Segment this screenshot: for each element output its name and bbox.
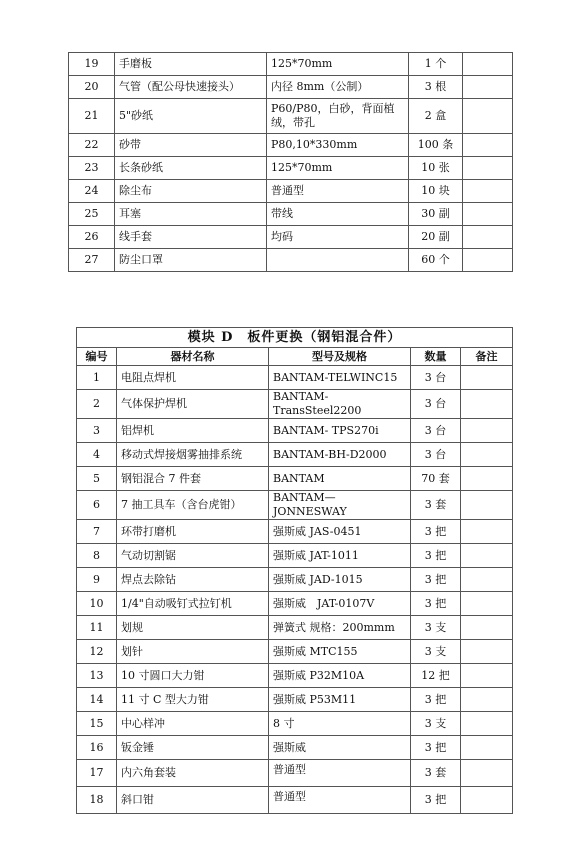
row-spec: 强斯威 MTC155 xyxy=(269,640,411,664)
table-row xyxy=(69,203,513,226)
table-row xyxy=(77,592,513,616)
row-number: 13 xyxy=(77,664,117,688)
row-name: 斜口钳 xyxy=(117,787,269,814)
row-name: 10 寸圆口大力钳 xyxy=(117,664,269,688)
row-quantity: 2 盒 xyxy=(409,99,463,134)
row-note xyxy=(461,592,513,616)
row-note xyxy=(461,520,513,544)
row-note xyxy=(463,157,513,180)
row-note xyxy=(463,180,513,203)
row-note xyxy=(463,76,513,99)
row-note xyxy=(463,203,513,226)
row-name: 钢铝混合 7 件套 xyxy=(117,467,269,491)
row-number: 8 xyxy=(77,544,117,568)
row-note xyxy=(461,616,513,640)
table-row xyxy=(77,616,513,640)
row-name: 划针 xyxy=(117,640,269,664)
row-number: 26 xyxy=(69,226,115,249)
row-note xyxy=(463,99,513,134)
row-name: 钣金锤 xyxy=(117,736,269,760)
row-number: 5 xyxy=(77,467,117,491)
table-row xyxy=(69,180,513,203)
row-quantity: 10 张 xyxy=(409,157,463,180)
row-name: 线手套 xyxy=(115,226,267,249)
row-spec: 均码 xyxy=(267,226,409,249)
module-d-table xyxy=(76,327,513,814)
row-note xyxy=(463,53,513,76)
row-quantity: 12 把 xyxy=(411,664,461,688)
row-quantity: 3 把 xyxy=(411,568,461,592)
row-quantity: 3 把 xyxy=(411,544,461,568)
row-name: 划规 xyxy=(117,616,269,640)
table-row xyxy=(77,688,513,712)
row-note xyxy=(461,640,513,664)
row-quantity: 3 把 xyxy=(411,520,461,544)
row-quantity: 3 把 xyxy=(411,688,461,712)
row-number: 3 xyxy=(77,419,117,443)
table-row xyxy=(77,568,513,592)
row-quantity: 3 支 xyxy=(411,712,461,736)
row-note xyxy=(461,443,513,467)
row-name: 手磨板 xyxy=(115,53,267,76)
table-row xyxy=(77,443,513,467)
table-row xyxy=(77,787,513,814)
row-quantity: 100 条 xyxy=(409,134,463,157)
row-note xyxy=(461,712,513,736)
row-quantity: 3 把 xyxy=(411,787,461,814)
row-number: 11 xyxy=(77,616,117,640)
row-quantity: 3 套 xyxy=(411,491,461,520)
table-row xyxy=(77,467,513,491)
row-quantity: 3 支 xyxy=(411,640,461,664)
row-name: 内六角套装 xyxy=(117,760,269,787)
row-note xyxy=(461,760,513,787)
row-quantity: 3 根 xyxy=(409,76,463,99)
row-number: 23 xyxy=(69,157,115,180)
row-spec: 内径 8mm（公制） xyxy=(267,76,409,99)
row-spec: 强斯威 P32M10A xyxy=(269,664,411,688)
row-spec: 强斯威 JAS-0451 xyxy=(269,520,411,544)
row-note xyxy=(461,491,513,520)
table-row xyxy=(77,664,513,688)
header-quantity: 数量 xyxy=(411,348,461,366)
row-name: 除尘布 xyxy=(115,180,267,203)
table-row xyxy=(77,544,513,568)
row-note xyxy=(461,419,513,443)
equipment-table-continued xyxy=(68,52,513,272)
header-name: 器材名称 xyxy=(117,348,269,366)
row-name: 气体保护焊机 xyxy=(117,390,269,419)
row-note xyxy=(463,249,513,272)
row-spec: BANTAM-TransSteel2200 xyxy=(269,390,411,419)
row-name: 5"砂纸 xyxy=(115,99,267,134)
header-number: 编号 xyxy=(77,348,117,366)
table-row xyxy=(69,99,513,134)
table-row xyxy=(69,76,513,99)
row-spec: 普通型 xyxy=(269,787,411,814)
row-spec: P80,10*330mm xyxy=(267,134,409,157)
row-spec: 强斯威 xyxy=(269,736,411,760)
row-note xyxy=(461,568,513,592)
row-spec: 强斯威 P53M11 xyxy=(269,688,411,712)
table-row xyxy=(77,390,513,419)
table-title-row xyxy=(77,328,513,348)
row-note xyxy=(463,134,513,157)
row-spec: BANTAM-TELWINC15 xyxy=(269,366,411,390)
row-number: 20 xyxy=(69,76,115,99)
table-row xyxy=(69,53,513,76)
row-name: 中心样冲 xyxy=(117,712,269,736)
row-quantity: 3 把 xyxy=(411,592,461,616)
row-number: 25 xyxy=(69,203,115,226)
row-number: 12 xyxy=(77,640,117,664)
row-name: 环带打磨机 xyxy=(117,520,269,544)
table-row xyxy=(69,134,513,157)
table-row xyxy=(77,419,513,443)
row-note xyxy=(461,736,513,760)
header-note: 备注 xyxy=(461,348,513,366)
row-quantity: 20 副 xyxy=(409,226,463,249)
row-spec: 125*70mm xyxy=(267,157,409,180)
header-spec: 型号及规格 xyxy=(269,348,411,366)
row-spec: 125*70mm xyxy=(267,53,409,76)
row-name: 铝焊机 xyxy=(117,419,269,443)
table-row xyxy=(77,640,513,664)
row-name: 7 抽工具车（含台虎钳） xyxy=(117,491,269,520)
row-name: 耳塞 xyxy=(115,203,267,226)
row-spec: 带线 xyxy=(267,203,409,226)
row-number: 1 xyxy=(77,366,117,390)
row-spec: BANTAM xyxy=(269,467,411,491)
row-quantity: 60 个 xyxy=(409,249,463,272)
row-name: 防尘口罩 xyxy=(115,249,267,272)
row-spec xyxy=(267,249,409,272)
row-note xyxy=(461,467,513,491)
row-quantity: 3 台 xyxy=(411,443,461,467)
table-row xyxy=(77,520,513,544)
row-quantity: 70 套 xyxy=(411,467,461,491)
row-number: 17 xyxy=(77,760,117,787)
row-spec: P60/P80，白砂，背面植绒，带孔 xyxy=(267,99,409,134)
row-number: 16 xyxy=(77,736,117,760)
row-spec: BANTAM- TPS270i xyxy=(269,419,411,443)
row-quantity: 1 个 xyxy=(409,53,463,76)
table-row xyxy=(77,760,513,787)
row-number: 24 xyxy=(69,180,115,203)
table-row xyxy=(77,366,513,390)
table-header-row xyxy=(77,348,513,366)
row-name: 气管（配公母快速接头） xyxy=(115,76,267,99)
row-note xyxy=(461,664,513,688)
row-note xyxy=(463,226,513,249)
row-spec: 强斯威 JAT-0107V xyxy=(269,592,411,616)
row-spec: BANTAM-BH-D2000 xyxy=(269,443,411,467)
row-name: 气动切割锯 xyxy=(117,544,269,568)
row-number: 18 xyxy=(77,787,117,814)
row-quantity: 3 台 xyxy=(411,419,461,443)
row-spec: 强斯威 JAD-1015 xyxy=(269,568,411,592)
row-spec: 普通型 xyxy=(269,760,411,787)
row-number: 4 xyxy=(77,443,117,467)
row-spec: 8 寸 xyxy=(269,712,411,736)
row-note xyxy=(461,688,513,712)
table-row xyxy=(69,157,513,180)
row-number: 2 xyxy=(77,390,117,419)
table-row xyxy=(69,226,513,249)
table-title: 模块 D 板件更换（钢铝混合件） xyxy=(77,328,513,348)
row-name: 1/4"自动吸钉式拉钉机 xyxy=(117,592,269,616)
row-spec: 强斯威 JAT-1011 xyxy=(269,544,411,568)
row-note xyxy=(461,390,513,419)
row-quantity: 10 块 xyxy=(409,180,463,203)
row-number: 27 xyxy=(69,249,115,272)
row-number: 7 xyxy=(77,520,117,544)
row-name: 11 寸 C 型大力钳 xyxy=(117,688,269,712)
row-spec: BANTAM—JONNESWAY xyxy=(269,491,411,520)
row-note xyxy=(461,544,513,568)
row-quantity: 3 套 xyxy=(411,760,461,787)
row-number: 19 xyxy=(69,53,115,76)
row-name: 焊点去除钻 xyxy=(117,568,269,592)
row-spec: 弹簧式 规格：200mmm xyxy=(269,616,411,640)
row-number: 14 xyxy=(77,688,117,712)
table-row xyxy=(77,736,513,760)
row-quantity: 3 台 xyxy=(411,366,461,390)
table-row xyxy=(77,712,513,736)
row-number: 15 xyxy=(77,712,117,736)
row-number: 10 xyxy=(77,592,117,616)
table-row xyxy=(77,491,513,520)
row-name: 电阻点焊机 xyxy=(117,366,269,390)
row-number: 22 xyxy=(69,134,115,157)
row-quantity: 3 把 xyxy=(411,736,461,760)
row-note xyxy=(461,366,513,390)
row-number: 6 xyxy=(77,491,117,520)
table-row xyxy=(69,249,513,272)
row-name: 砂带 xyxy=(115,134,267,157)
row-number: 9 xyxy=(77,568,117,592)
row-quantity: 30 副 xyxy=(409,203,463,226)
row-note xyxy=(461,787,513,814)
row-number: 21 xyxy=(69,99,115,134)
row-quantity: 3 支 xyxy=(411,616,461,640)
row-name: 移动式焊接烟雾抽排系统 xyxy=(117,443,269,467)
row-quantity: 3 台 xyxy=(411,390,461,419)
row-name: 长条砂纸 xyxy=(115,157,267,180)
row-spec: 普通型 xyxy=(267,180,409,203)
